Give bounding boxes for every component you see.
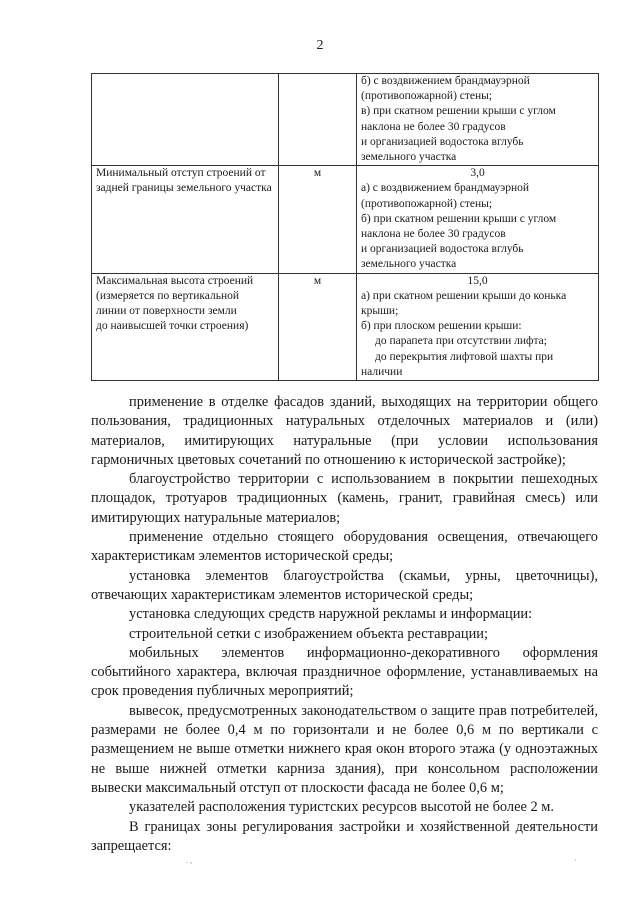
paragraph: строительной сетки с изображением объекта реставрации;	[129, 625, 489, 642]
paragraph: указателей расположения туристских ресурсов высотой не более 2 м.	[129, 799, 554, 816]
table-row	[92, 74, 599, 166]
value-cell	[357, 273, 599, 380]
parameter-cell	[92, 74, 279, 166]
paragraph: В границах зоны регулирования застройки и хозяйственной деятельности запрещается:	[91, 818, 598, 854]
condition-line: (противопожарной) стены;	[361, 90, 493, 103]
paragraph: применение отдельно стоящего оборудования освещения, отвечающего характеристикам элементов исторической среды;	[91, 529, 598, 565]
paragraph: вывесок, предусмотренных законодательством о защите прав потребителей, размерами не более 0,4 м по горизонтали и не более 0,6 м по вертикали с размещением не выше отметки нижнего края окон второго этажа (у одноэтажных не выше нижней отметки карниза здания), при консольном расположении вывески максимальный отступ от плоскости фасада не более 0,6 м;	[91, 702, 598, 796]
unit-cell: м	[279, 166, 357, 273]
condition-line: наличии	[361, 365, 403, 378]
unit-cell: м	[279, 273, 357, 380]
paragraph: установка элементов благоустройства (скамьи, урны, цветочницы), отвечающих характеристикам элементов исторической среды;	[91, 567, 598, 603]
condition-line: до парапета при отсутствии лифта;	[375, 335, 547, 348]
value-cell	[357, 166, 599, 273]
condition-line: наклона не более 30 градусов	[361, 120, 506, 133]
value-cell	[357, 74, 599, 166]
parameter-line: до наивысшей точки строения)	[96, 320, 249, 333]
condition-line: и организацией водостока вглубь	[361, 243, 524, 256]
value-number: 3,0	[470, 167, 485, 180]
parameter-cell: Минимальный отступ строений от задней границы земельного участка	[92, 166, 279, 273]
paragraph: мобильных элементов информационно-декоративного оформления событийного характера, включая праздничное оформление, устанавливаемых на срок проведения публичных мероприятий;	[91, 644, 598, 700]
condition-line: б) при скатном решении крыши с углом	[361, 212, 557, 225]
body-text	[91, 393, 598, 856]
paragraph: благоустройство территории с использованием в покрытии пешеходных площадок, тротуаров традиционных (камень, гранит, гравийная смесь) или имитирующих натуральные материалов;	[91, 471, 598, 526]
page-number: 2	[316, 38, 324, 53]
condition-line: земельного участка	[361, 151, 457, 164]
scan-marks	[0, 856, 640, 866]
scan-mark-left: . ,	[186, 856, 192, 865]
table-row	[92, 273, 599, 380]
paragraph: применение в отделке фасадов зданий, выходящих на территории общего пользования, традиционных натуральных отделочных материалов и (или) материалов, имитирующих натуральные (при условии использования гармоничных цветовых сочетаний по отношению к исторической застройке);	[91, 394, 598, 468]
condition-line: а) при скатном решении крыши до конька	[361, 289, 567, 302]
condition-line: до перекрытия лифтовой шахты при	[375, 350, 554, 363]
parameter-cell	[92, 273, 279, 380]
condition-line: (противопожарной) стены;	[361, 197, 493, 210]
condition-line: и организацией водостока вглубь	[361, 135, 524, 148]
table-row	[92, 166, 599, 273]
condition-line: б) с воздвижением брандмауэрной	[361, 75, 530, 87]
condition-line: наклона не более 30 градусов	[361, 228, 506, 241]
condition-line: в) при скатном решении крыши с углом	[361, 105, 556, 118]
unit-cell	[279, 74, 357, 166]
condition-line: б) при плоском решении крыши:	[361, 320, 522, 333]
parameter-line: линии от поверхности земли	[96, 305, 237, 318]
parameter-line: (измеряется по вертикальной	[96, 289, 240, 302]
parameter-line: Максимальная высота строений	[96, 274, 254, 287]
paragraph: установка следующих средств наружной рекламы и информации:	[129, 606, 533, 623]
condition-line: крыши;	[361, 305, 399, 318]
condition-line: земельного участка	[361, 258, 457, 271]
condition-line: а) с воздвижением брандмауэрной	[361, 182, 530, 195]
value-number: 15,0	[467, 274, 488, 287]
regulations-table	[91, 73, 599, 381]
scan-mark-right: ·	[574, 856, 577, 865]
